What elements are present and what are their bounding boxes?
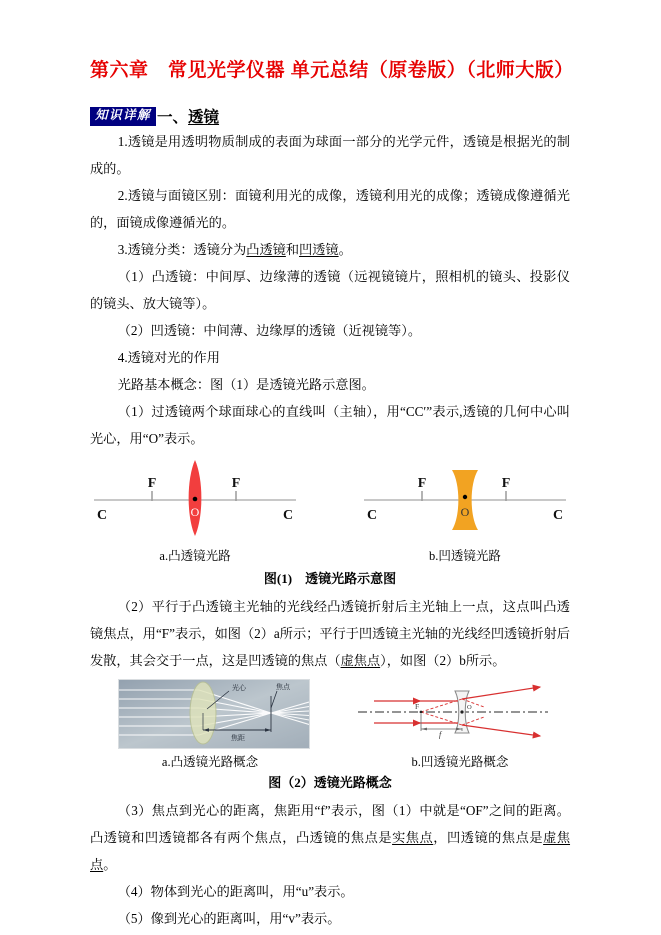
concave-lens-raypath-diagram xyxy=(358,684,548,739)
paragraph-5: （2）凹透镜：中间薄、边缘厚的透镜（近视镜等）。 xyxy=(117,322,422,338)
figure-1a-caption: a.凸透镜光路 xyxy=(159,548,231,563)
figure-2a xyxy=(118,679,310,749)
optical-center-label: O xyxy=(467,704,472,712)
paragraph-4: （1）凸透镜：中间厚、边缘薄的透镜（远视镜镜片，照相机的镜头、投影仪的镜头、放大镜等）。 xyxy=(90,268,570,311)
paragraph-3-text: 。 xyxy=(338,241,352,257)
paragraph-10-text: （3）焦点到光心的距离，焦距用“f”表示，图（1）中就是“OF”之间的距离。凸透镜和凹透镜都各有两个焦点，凸透镜的焦点是 xyxy=(90,802,570,845)
focus-label-right: F xyxy=(231,475,241,491)
section-title-term: 透镜 xyxy=(188,108,220,126)
optical-center-dot xyxy=(193,496,198,501)
paragraph-11: （4）物体到光心的距离叫，用“u”表示。 xyxy=(117,883,354,899)
term-real-focus: 实焦点 xyxy=(392,829,434,845)
optical-center-dot xyxy=(463,494,467,498)
figure-1 xyxy=(90,456,570,540)
section-title xyxy=(157,109,219,126)
paragraph-6: 4.透镜对光的作用 xyxy=(117,349,220,365)
term-virtual-focus: 虚焦点 xyxy=(340,652,381,668)
convex-lens-axis-diagram xyxy=(90,456,300,540)
paragraph-9 xyxy=(90,593,570,674)
optical-center-label: 光心 xyxy=(232,683,246,692)
paragraph-1: 1.透镜是用透明物质制成的表面为球面一部分的光学元件，透镜是根据光的制成的。 xyxy=(90,133,570,176)
knowledge-badge: 知识详解 xyxy=(90,107,156,126)
convex-lens-photo xyxy=(119,680,309,748)
term-concave-lens: 凹透镜 xyxy=(299,241,339,257)
paragraph-10 xyxy=(90,797,570,878)
figure-2b-caption: b.凹透镜光路概念 xyxy=(411,754,509,769)
focus-label-right: F xyxy=(501,475,511,491)
figure-1b-caption: b.凹透镜光路 xyxy=(429,548,501,563)
paragraph-3-text: 3.透镜分类：透镜分为 xyxy=(117,241,247,257)
optical-center-label: O xyxy=(190,504,200,519)
axis-label-left: C xyxy=(96,507,108,523)
figure-2 xyxy=(90,679,570,749)
figure-2b xyxy=(358,684,548,743)
focal-length-label: 焦距 xyxy=(231,733,245,742)
figure-1a xyxy=(90,456,300,540)
paragraph-3-text: 和 xyxy=(285,241,300,257)
term-convex-lens: 凸透镜 xyxy=(246,241,286,257)
paragraph-9-text: （2）平行于凸透镜主光轴的光线经凸透镜折射后主光轴上一点，这点叫凸透镜焦点，用“F”表示，如图（2）a所示；平行于凹透镜主光轴的光线经凹透镜折射后发散，其会交于一点，这是凹透镜的焦点（ xyxy=(90,598,570,668)
focus-label: 焦点 xyxy=(276,682,290,691)
paragraph-12: （5）像到光心的距离叫，用“v”表示。 xyxy=(117,910,341,926)
virtual-focus-label: F xyxy=(415,702,420,712)
focus-label-left: F xyxy=(147,475,157,491)
figure-2-caption: 图（2）透镜光路概念 xyxy=(268,774,392,790)
concave-lens-axis-diagram xyxy=(360,456,570,540)
section-title-prefix: 一、 xyxy=(157,108,189,126)
focal-length-symbol: f xyxy=(439,730,442,740)
figure-2a-caption: a.凸透镜光路概念 xyxy=(161,754,259,769)
figure-2-subcaptions xyxy=(90,752,570,770)
figure-1-caption: 图(1) 透镜光路示意图 xyxy=(263,570,397,586)
axis-label-right: C xyxy=(552,507,564,523)
paragraph-3 xyxy=(90,236,570,263)
paragraph-10-text: 。 xyxy=(103,856,117,872)
page-title: 第六章 常见光学仪器 单元总结（原卷版）（北师大版） xyxy=(90,60,574,81)
optical-center-label: O xyxy=(460,504,470,519)
paragraph-8: （1）过透镜两个球面球心的直线叫（主轴），用“CC′”表示,透镜的几何中心叫光心，用“O”表示。 xyxy=(90,403,570,446)
term-virtual-focus: 虚焦点 xyxy=(90,829,571,872)
paragraph-2: 2.透镜与面镜区别：面镜利用光的成像，透镜利用光的成像；透镜成像遵循光的，面镜成像遵循光的。 xyxy=(90,187,570,230)
paragraph-10-text: ，凹透镜的焦点是 xyxy=(433,829,544,845)
figure-1b xyxy=(360,456,570,540)
axis-label-left: C xyxy=(366,507,378,523)
focus-label-left: F xyxy=(417,475,427,491)
figure-1-subcaptions xyxy=(90,544,570,566)
axis-label-right: C xyxy=(282,507,294,523)
paragraph-7: 光路基本概念：图（1）是透镜光路示意图。 xyxy=(117,376,375,392)
paragraph-9-text: ），如图（2）b所示。 xyxy=(380,652,506,668)
section-heading-row xyxy=(90,100,570,126)
